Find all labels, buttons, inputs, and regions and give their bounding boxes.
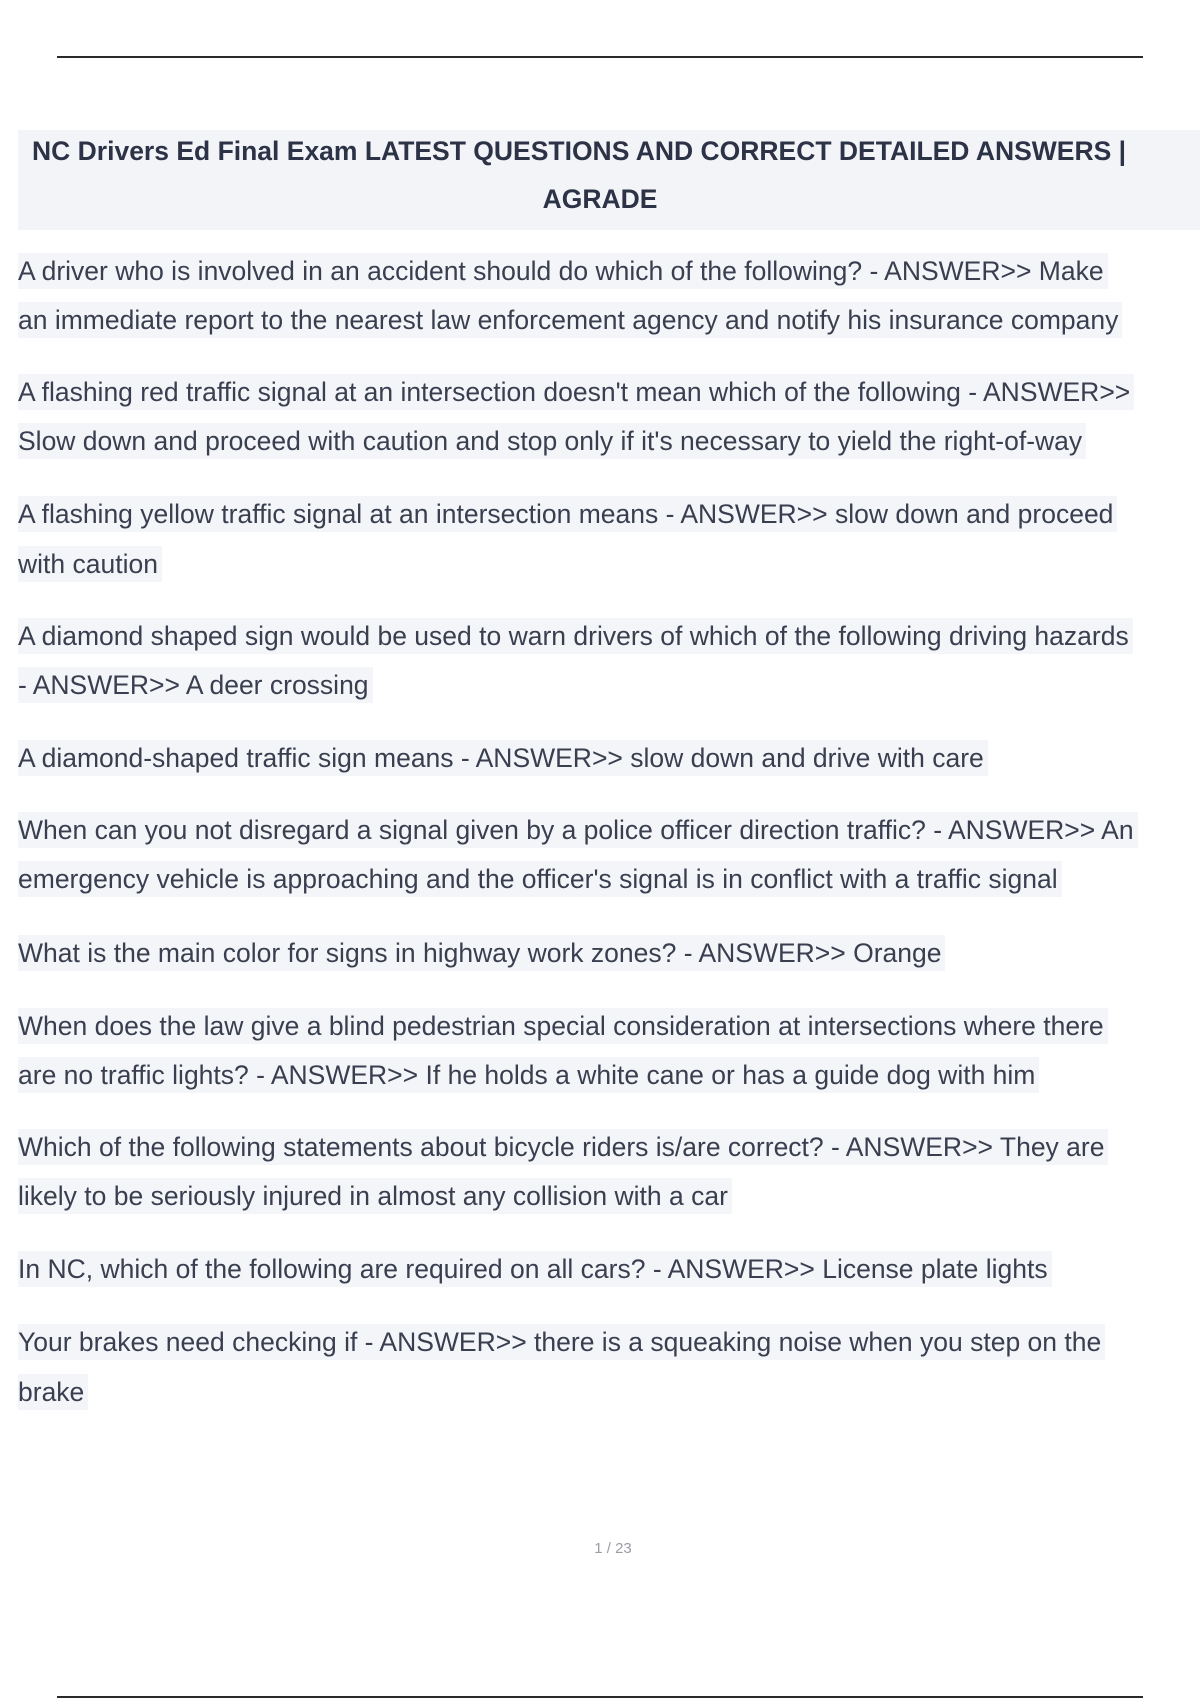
qa-line: A flashing red traffic signal at an intersection doesn't mean which of the following - ANSWER>>: [18, 374, 1134, 410]
qa-line: When does the law give a blind pedestrian special consideration at intersections where there: [18, 1008, 1108, 1044]
qa-line: A diamond shaped sign would be used to warn drivers of which of the following driving hazards: [18, 618, 1133, 654]
qa-line: Slow down and proceed with caution and stop only if it's necessary to yield the right-of-way: [18, 423, 1086, 459]
qa-line: brake: [18, 1374, 88, 1410]
qa-line: A driver who is involved in an accident should do which of the following? - ANSWER>> Make: [18, 253, 1108, 289]
qa-line: - ANSWER>> A deer crossing: [18, 667, 373, 703]
qa-line: A flashing yellow traffic signal at an intersection means - ANSWER>> slow down and proceed: [18, 496, 1117, 532]
qa-line: are no traffic lights? - ANSWER>> If he holds a white cane or has a guide dog with him: [18, 1057, 1039, 1093]
page-number: 1 / 23: [594, 1540, 632, 1557]
title-line-1: NC Drivers Ed Final Exam LATEST QUESTIONS AND CORRECT DETAILED ANSWERS |: [32, 136, 1127, 166]
qa-line: A diamond-shaped traffic sign means - ANSWER>> slow down and drive with care: [18, 740, 988, 776]
qa-line: When can you not disregard a signal given by a police officer direction traffic? - ANSWER>> An: [18, 812, 1138, 848]
qa-line: In NC, which of the following are required on all cars? - ANSWER>> License plate lights: [18, 1251, 1052, 1287]
bottom-rule: [57, 1696, 1143, 1698]
document-title: [18, 130, 1200, 230]
title-line-2: AGRADE: [542, 184, 658, 214]
qa-line: Which of the following statements about bicycle riders is/are correct? - ANSWER>> They are: [18, 1129, 1108, 1165]
qa-line: with caution: [18, 546, 162, 582]
qa-line: an immediate report to the nearest law enforcement agency and notify his insurance company: [18, 302, 1122, 338]
top-rule: [57, 56, 1143, 58]
qa-line: What is the main color for signs in highway work zones? - ANSWER>> Orange: [18, 935, 945, 971]
qa-line: likely to be seriously injured in almost any collision with a car: [18, 1178, 732, 1214]
qa-line: emergency vehicle is approaching and the officer's signal is in conflict with a traffic signal: [18, 861, 1062, 897]
qa-line: Your brakes need checking if - ANSWER>> there is a squeaking noise when you step on the: [18, 1324, 1105, 1360]
